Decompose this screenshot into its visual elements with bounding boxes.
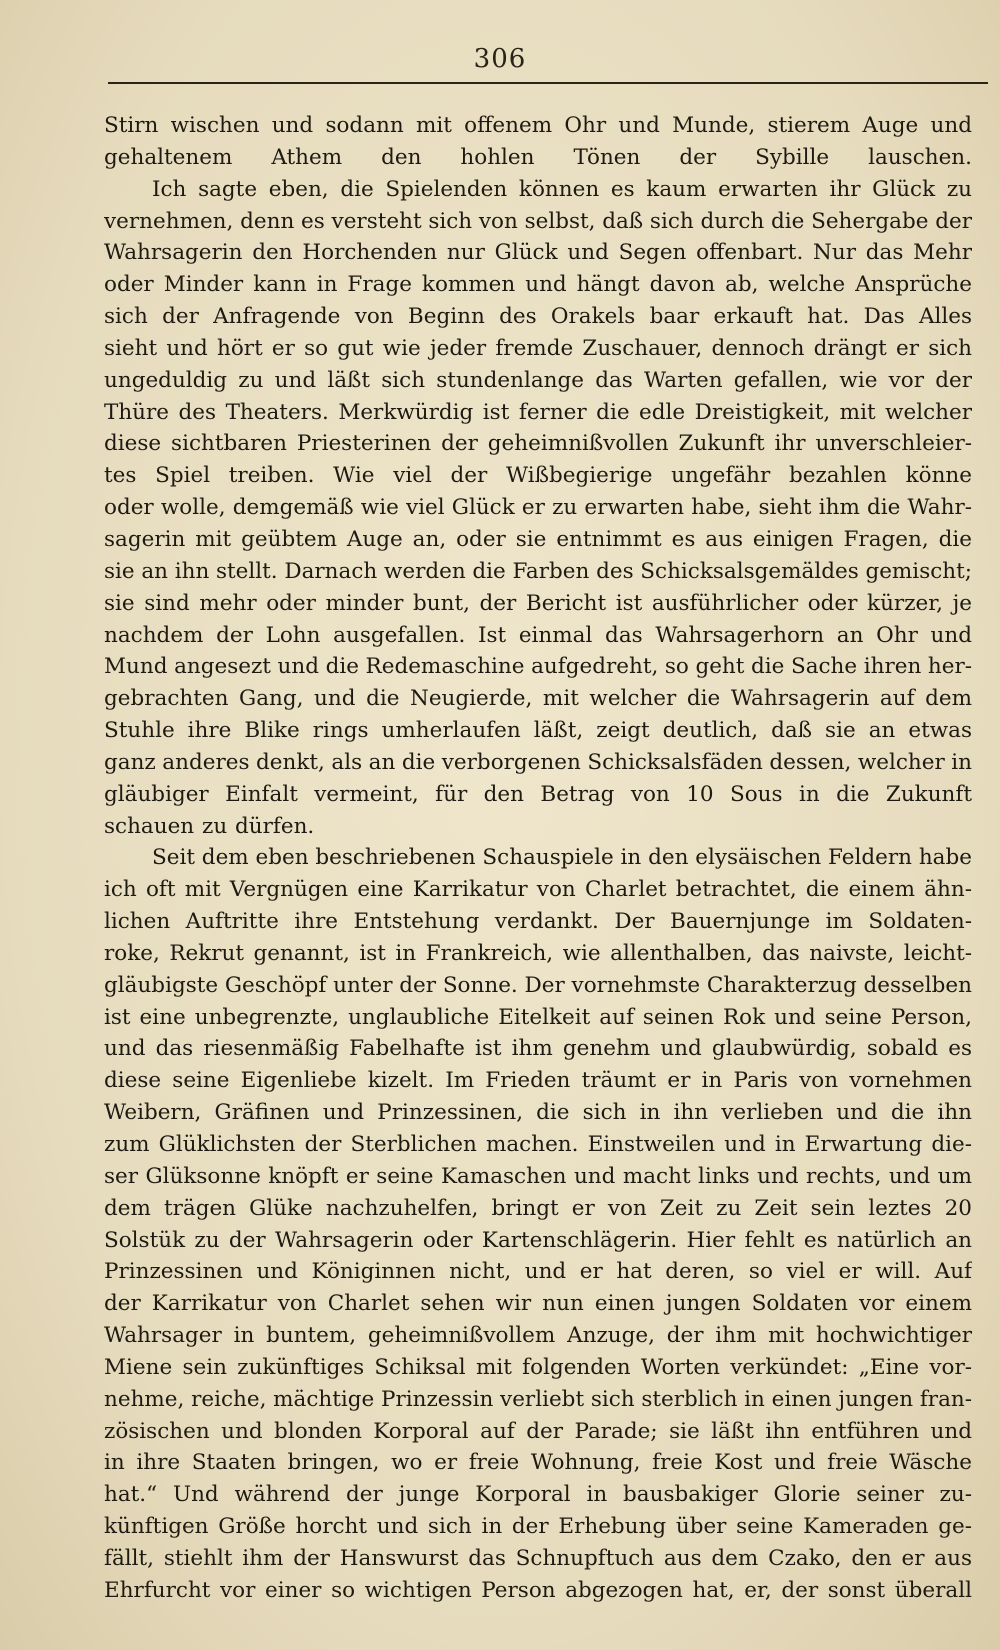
text-line: Thüre des Theaters. Merkwürdig ist ferner die edle Dreistigkeit, mit welcher xyxy=(104,399,972,425)
text-line: Ehrfurcht vor einer so wichtigen Person abgezogen hat, er, der sonst überall xyxy=(104,1577,972,1603)
text-line: Miene sein zukünftiges Schiksal mit folgenden Worten verkündet: „Eine vor- xyxy=(104,1354,972,1380)
text-line: sie an ihn stellt. Darnach werden die Farben des Schicksalsgemäldes gemischt; xyxy=(104,558,972,584)
text-line: nachdem der Lohn ausgefallen. Ist einmal das Wahrsagerhorn an Ohr und xyxy=(104,622,972,648)
text-line: Stirn wischen und sodann mit offenem Ohr und Munde, stierem Auge und xyxy=(104,113,972,138)
text-line: Wahrsagerin den Horchenden nur Glück und Segen offenbart. Nur das Mehr xyxy=(104,240,972,266)
text-line: gläubigste Geschöpf unter der Sonne. Der vornehmste Charakterzug desselben xyxy=(104,972,972,998)
text-line: zum Glüklichsten der Sterblichen machen. Einstweilen und in Erwartung die- xyxy=(104,1132,972,1157)
text-line: Ich sagte eben, die Spielenden können es kaum erwarten ihr Glück zu xyxy=(152,176,972,202)
text-line: oder wolle, demgemäß wie viel Glück er zu erwarten habe, sieht ihm die Wahr- xyxy=(104,495,972,521)
text-line: Weibern, Gräfinen und Prinzessinen, die sich in ihn verlieben und die ihn xyxy=(104,1100,972,1126)
text-line: in ihre Staaten bringen, wo er freie Wohnung, freie Kost und freie Wäsche xyxy=(104,1450,972,1476)
text-line: gehaltenem Athem den hohlen Tönen der Sybille lauschen. xyxy=(104,144,972,170)
text-line: oder Minder kann in Frage kommen und hängt davon ab, welche Ansprüche xyxy=(104,272,972,298)
text-line: Stuhle ihre Blike rings umherlaufen läßt, zeigt deutlich, daß sie an etwas xyxy=(104,718,972,744)
text-line: roke, Rekrut genannt, ist in Frankreich, wie allenthalben, das naivste, leicht- xyxy=(104,940,972,966)
text-line: Prinzessinen und Königinnen nicht, und er hat deren, so viel er will. Auf xyxy=(104,1259,972,1285)
text-line: und das riesenmäßig Fabelhafte ist ihm genehm und glaubwürdig, sobald es xyxy=(104,1036,972,1062)
text-line: sagerin mit geübtem Auge an, oder sie entnimmt es aus einigen Fragen, die xyxy=(104,526,972,552)
text-line: fällt, stiehlt ihm der Hanswurst das Schnupftuch aus dem Czako, den er aus xyxy=(104,1545,972,1571)
text-line: Mund angesezt und die Redemaschine aufgedreht, so geht die Sache ihren her- xyxy=(104,654,972,680)
text-line: der Karrikatur von Charlet sehen wir nun einen jungen Soldaten vor einem xyxy=(104,1291,972,1317)
text-line: schauen zu dürfen. xyxy=(104,813,315,839)
text-line: tes Spiel treiben. Wie viel der Wißbegierige ungefähr bezahlen könne xyxy=(104,463,972,489)
text-line: diese sichtbaren Priesterinen der geheimnißvollen Zukunft ihr unverschleier- xyxy=(104,431,972,457)
text-line: Wahrsager in buntem, geheimnißvollem Anzuge, der ihm mit hochwichtiger xyxy=(104,1323,972,1349)
text-line: sich der Anfragende von Beginn des Orakels baar erkauft hat. Das Alles xyxy=(104,304,972,330)
text-line: vernehmen, denn es versteht sich von selbst, daß sich durch die Sehergabe der xyxy=(104,208,972,234)
text-line: Seit dem eben beschriebenen Schauspiele in den elysäischen Feldern habe xyxy=(152,845,972,871)
text-line: ser Glüksonne knöpft er seine Kamaschen und macht links und rechts, und um xyxy=(104,1163,972,1189)
text-line: lichen Auftritte ihre Entstehung verdankt. Der Bauernjunge im Soldaten- xyxy=(104,909,972,935)
text-line: ich oft mit Vergnügen eine Karrikatur von Charlet betrachtet, die einem ähn- xyxy=(104,877,972,903)
text-line: ist eine unbegrenzte, unglaubliche Eitelkeit auf seinen Rok und seine Person, xyxy=(104,1004,972,1030)
text-line: gebrachten Gang, und die Neugierde, mit welcher die Wahrsagerin auf dem xyxy=(104,686,972,712)
text-line: diese seine Eigenliebe kizelt. Im Frieden träumt er in Paris von vornehmen xyxy=(104,1068,972,1094)
text-line: sieht und hört er so gut wie jeder fremde Zuschauer, dennoch drängt er sich xyxy=(104,335,972,361)
text-line: gläubiger Einfalt vermeint, für den Betrag von 10 Sous in die Zukunft xyxy=(104,781,972,807)
text-line: dem trägen Glüke nachzuhelfen, bringt er von Zeit zu Zeit sein leztes 20 xyxy=(104,1195,972,1221)
text-line: zösischen und blonden Korporal auf der Parade; sie läßt ihn entführen und xyxy=(104,1418,972,1444)
text-line: künftigen Größe horcht und sich in der Erhebung über seine Kameraden ge- xyxy=(104,1514,972,1540)
text-line: ungeduldig zu und läßt sich stundenlange das Warten gefallen, wie vor der xyxy=(104,367,972,393)
page-number: 306 xyxy=(473,44,527,74)
text-line: nehme, reiche, mächtige Prinzessin verliebt sich sterblich in einen jungen fran- xyxy=(104,1386,972,1412)
text-line: Solstük zu der Wahrsagerin oder Kartenschlägerin. Hier fehlt es natürlich an xyxy=(104,1227,972,1253)
text-line: sie sind mehr oder minder bunt, der Bericht ist ausführlicher oder kürzer, je xyxy=(104,590,972,616)
header-rule xyxy=(108,82,988,84)
text-line: ganz anderes denkt, als an die verborgenen Schicksalsfäden dessen, welcher in xyxy=(104,749,972,775)
body-text xyxy=(104,110,972,1607)
text-line: hat.“ Und während der junge Korporal in bausbakiger Glorie seiner zu- xyxy=(104,1482,972,1508)
